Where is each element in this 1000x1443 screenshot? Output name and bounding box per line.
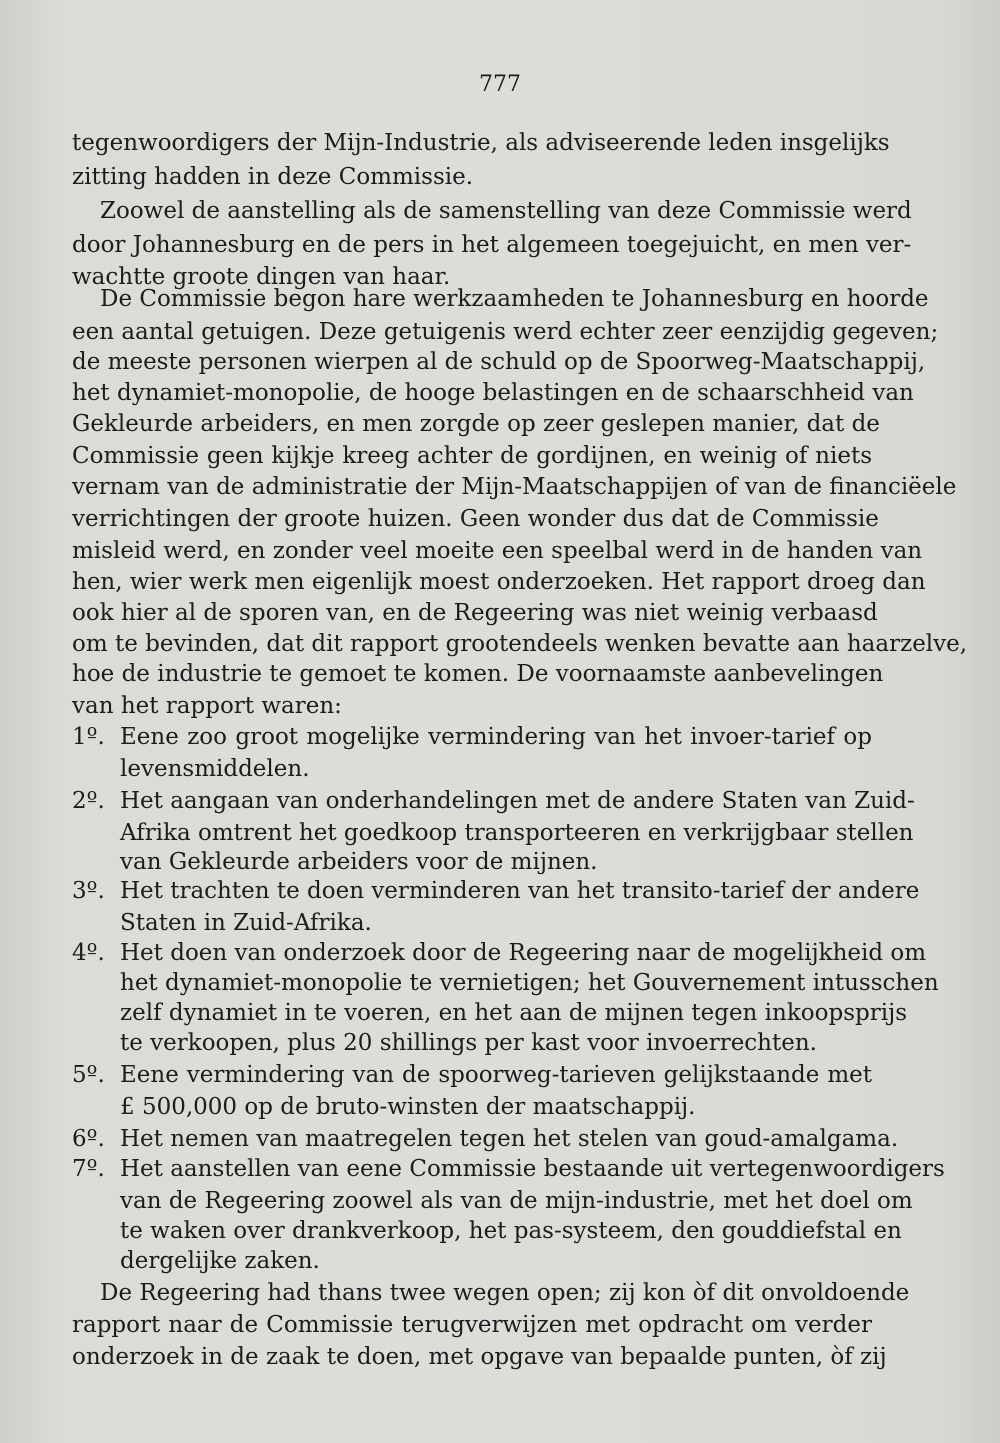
list-item-line: £ 500,000 op de bruto-winsten der maatschappij. — [120, 1094, 696, 1120]
text-line: een aantal getuigen. Deze getuigenis werd echter zeer eenzijdig gegeven; — [72, 319, 939, 345]
text-line: om te bevinden, dat dit rapport grootendeels wenken bevatte aan haarzelve, — [72, 631, 968, 657]
list-number: 4º. — [72, 940, 105, 966]
list-number: 1º. — [72, 724, 105, 750]
list-number: 2º. — [72, 788, 105, 814]
list-number: 3º. — [72, 878, 105, 904]
page-number: 777 — [479, 72, 521, 97]
text-line: hoe de industrie te gemoet te komen. De voornaamste aanbevelingen — [72, 661, 884, 687]
text-line: wachtte groote dingen van haar. — [72, 264, 451, 290]
list-item-line: Het aanstellen van eene Commissie bestaande uit vertegenwoordigers — [120, 1156, 945, 1182]
text-line: rapport naar de Commissie terugverwijzen met opdracht om verder — [72, 1312, 872, 1338]
text-line: Commissie geen kijkje kreeg achter de gordijnen, en weinig of niets — [72, 443, 872, 469]
list-item-line: Staten in Zuid-Afrika. — [120, 910, 372, 936]
text-line: ook hier al de sporen van, en de Regeering was niet weinig verbaasd — [72, 600, 878, 626]
list-item-line: Het doen van onderzoek door de Regeering naar de mogelijkheid om — [120, 940, 927, 966]
list-item-line: Afrika omtrent het goedkoop transporteeren en verkrijgbaar stellen — [120, 820, 914, 846]
text-line: het dynamiet-monopolie, de hooge belastingen en de schaarschheid van — [72, 380, 914, 406]
list-item-line: levensmiddelen. — [120, 756, 310, 782]
text-line: door Johannesburg en de pers in het algemeen toegejuicht, en men ver- — [72, 232, 912, 258]
text-line: hen, wier werk men eigenlijk moest onderzoeken. Het rapport droeg dan — [72, 569, 926, 595]
text-line: de meeste personen wierpen al de schuld op de Spoorweg-Maatschappij, — [72, 349, 926, 375]
list-item-line: zelf dynamiet in te voeren, en het aan de mijnen tegen inkoopsprijs — [120, 1000, 908, 1026]
list-item-line: Het trachten te doen verminderen van het transito-tarief der andere — [120, 878, 920, 904]
text-line: misleid werd, en zonder veel moeite een speelbal werd in de handen van — [72, 538, 923, 564]
list-number: 6º. — [72, 1126, 105, 1152]
text-line: De Commissie begon hare werkzaamheden te Johannesburg en hoorde — [100, 286, 929, 312]
text-line: verrichtingen der groote huizen. Geen wonder dus dat de Commissie — [72, 506, 879, 532]
text-line: van het rapport waren: — [72, 693, 342, 719]
text-line: tegenwoordigers der Mijn-Industrie, als adviseerende leden insgelijks — [72, 130, 890, 156]
list-item-line: Eene vermindering van de spoorweg-tarieven gelijkstaande met — [120, 1062, 872, 1088]
list-number: 7º. — [72, 1156, 105, 1182]
list-number: 5º. — [72, 1062, 105, 1088]
list-item-line: Het aangaan van onderhandelingen met de andere Staten van Zuid- — [120, 788, 915, 814]
text-line: zitting hadden in deze Commissie. — [72, 164, 474, 190]
list-item-line: te verkoopen, plus 20 shillings per kast voor invoerrechten. — [120, 1030, 817, 1056]
text-line: onderzoek in de zaak te doen, met opgave van bepaalde punten, òf zij — [72, 1344, 887, 1370]
list-item-line: dergelijke zaken. — [120, 1248, 320, 1274]
list-item-line: Eene zoo groot mogelijke vermindering van het invoer-tarief op — [120, 724, 872, 750]
text-line: De Regeering had thans twee wegen open; zij kon òf dit onvoldoende — [100, 1280, 910, 1306]
list-item-line: Het nemen van maatregelen tegen het stelen van goud-amalgama. — [120, 1126, 899, 1152]
text-line: Gekleurde arbeiders, en men zorgde op zeer geslepen manier, dat de — [72, 411, 880, 437]
text-line: Zoowel de aanstelling als de samenstelling van deze Commissie werd — [100, 198, 912, 224]
list-item-line: van de Regeering zoowel als van de mijn-industrie, met het doel om — [120, 1188, 913, 1214]
list-item-line: te waken over drankverkoop, het pas-systeem, den gouddiefstal en — [120, 1218, 902, 1244]
list-item-line: van Gekleurde arbeiders voor de mijnen. — [120, 849, 598, 875]
text-line: vernam van de administratie der Mijn-Maatschappijen of van de financiëele — [72, 474, 957, 500]
list-item-line: het dynamiet-monopolie te vernietigen; het Gouvernement intusschen — [120, 970, 939, 996]
